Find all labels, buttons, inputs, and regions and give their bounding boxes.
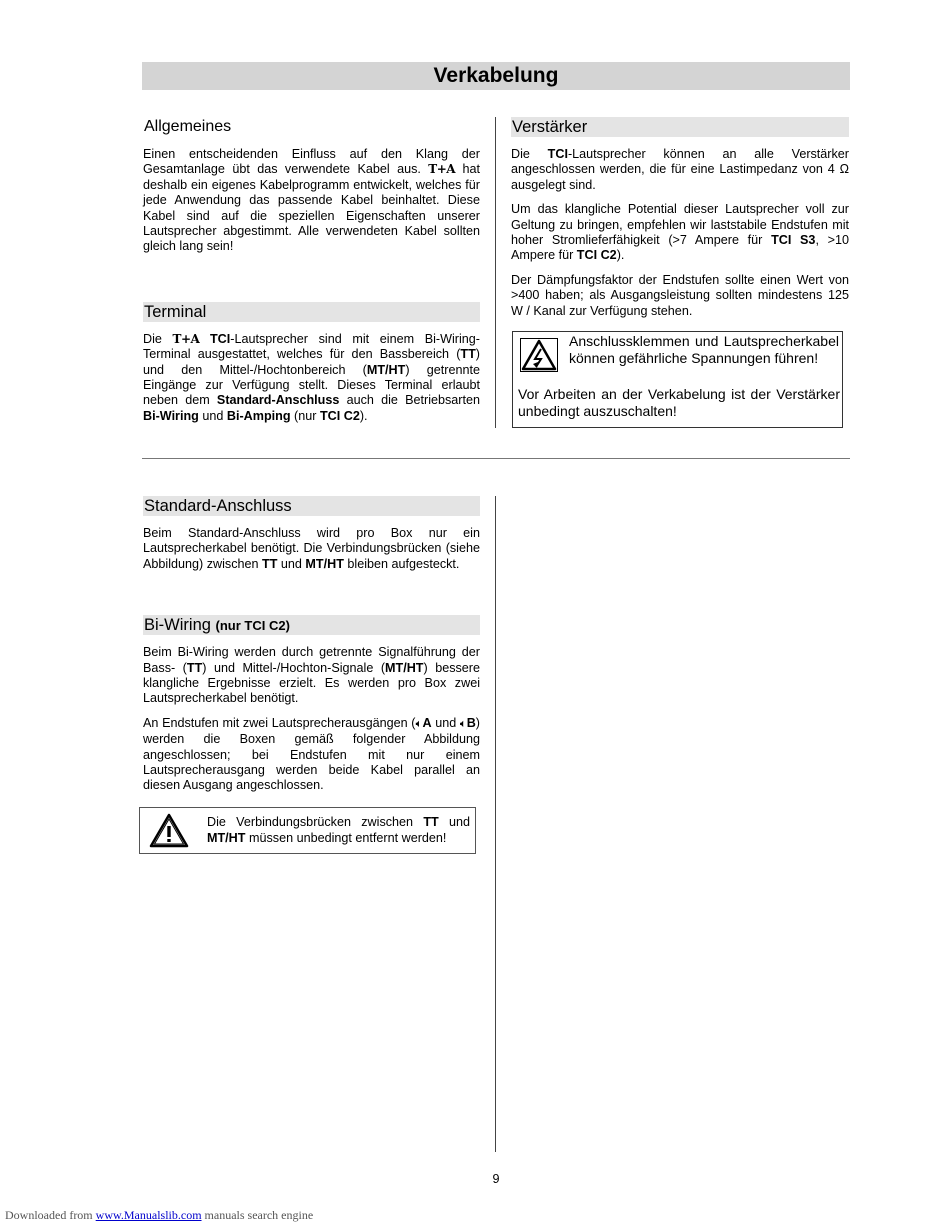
bi-wiring-heading: Bi-Wiring (nur TCI C2)	[143, 615, 480, 635]
verstaerker-paragraph-1: Die TCI-Lautsprecher können an alle Verstärker angeschlossen werden, die für eine Lastimpedanz von 4 Ω ausgelegt sind.	[511, 147, 849, 192]
verstaerker-paragraph-2: Um das klangliche Potential dieser Lautsprecher voll zur Geltung zu bringen, empfehlen wir laststabile Endstufen mit hoher Stromlieferfähigkeit (>7 Ampere für TCI S3, >10 Ampere für TCI C2).	[511, 202, 849, 263]
allgemeines-paragraph: Einen entscheidenden Einfluss auf den Klang der Gesamtanlage übt das verwendete Kabel aus. T+A hat deshalb ein eigenes Kabelprogramm entwickelt, welches für jede Anwendung das passende Kabel beinhaltet. Diese Kabel sind auf die speziellen Eigenschaften unserer Lautsprecher abgestimmt. Alle verwendeten Kabel sollten gleich lang sein!	[143, 147, 480, 254]
left-column-bottom	[143, 496, 480, 803]
switch-off-warning-text: Vor Arbeiten an der Verkabelung ist der Verstärker unbedingt auszuschalten!	[518, 386, 840, 419]
section-divider	[142, 458, 850, 459]
ta-logo: T+A	[172, 331, 200, 346]
high-voltage-warning-icon	[520, 338, 558, 376]
bridge-warning-box	[139, 807, 476, 854]
bridge-warning-text: Die Verbindungsbrücken zwischen TT und MT/HT müssen unbedingt entfernt werden!	[207, 815, 471, 845]
bi-wiring-paragraph-2: An Endstufen mit zwei Lautsprecherausgängen (🔈︎A und 🔈︎B) werden die Boxen gemäß folgender Abbildung angeschlossen; bei Endstufen mit nur einem Lautsprecherausgang werden beide Kabel parallel an diesen Ausgang angeschlossen.	[143, 715, 480, 793]
voltage-warning-text: Anschlussklemmen und Lautsprecherkabel können gefährliche Spannungen führen!	[569, 333, 839, 366]
terminal-paragraph: Die T+A TCI-Lautsprecher sind mit einem Bi-Wiring-Terminal ausgestattet, welches für den Bassbereich (TT) und den Mittel-/Hochtonbereich (MT/HT) getrennte Eingänge zur Verfügung stellt. Dieses Terminal erlaubt neben dem Standard-Anschluss auch die Betriebsarten Bi-Wiring und Bi-Amping (nur TCI C2).	[143, 331, 480, 423]
verstaerker-paragraph-3: Der Dämpfungsfaktor der Endstufen sollte einen Wert von >400 haben; als Ausgangsleistung sollten mindestens 125 W / Kanal zur Verfügung stehen.	[511, 272, 849, 318]
speaker-output-icon: 🔈︎	[459, 717, 467, 730]
ta-logo: T+A	[428, 162, 456, 177]
bi-wiring-paragraph-1: Beim Bi-Wiring werden durch getrennte Signalführung der Bass- (TT) und Mittel-/Hochton-Signale (MT/HT) bessere klangliche Ergebnisse erzielt. Es werden pro Box zwei Lautsprecherkabel benötigt.	[143, 645, 480, 706]
column-divider-top	[495, 117, 496, 428]
column-divider-bottom	[495, 496, 496, 1152]
standard-anschluss-paragraph: Beim Standard-Anschluss wird pro Box nur ein Lautsprecherkabel benötigt. Die Verbindungsbrücken (siehe Abbildung) zwischen TT und MT/HT bleiben aufgesteckt.	[143, 526, 480, 571]
right-column-top	[511, 117, 849, 328]
page-title: Verkabelung	[142, 62, 850, 90]
manualslib-link[interactable]: www.Manualslib.com	[95, 1208, 202, 1222]
speaker-output-icon: 🔈︎	[415, 717, 423, 730]
download-footer: Downloaded from www.Manualslib.com manuals search engine	[5, 1208, 314, 1222]
warning-triangle-icon	[149, 813, 189, 853]
verstaerker-heading: Verstärker	[511, 117, 849, 137]
left-column-top	[143, 117, 480, 433]
standard-anschluss-heading: Standard-Anschluss	[143, 496, 480, 516]
allgemeines-heading: Allgemeines	[144, 118, 232, 135]
terminal-heading: Terminal	[143, 302, 480, 322]
page-number: 9	[492, 1172, 500, 1186]
voltage-warning-box	[512, 331, 843, 428]
